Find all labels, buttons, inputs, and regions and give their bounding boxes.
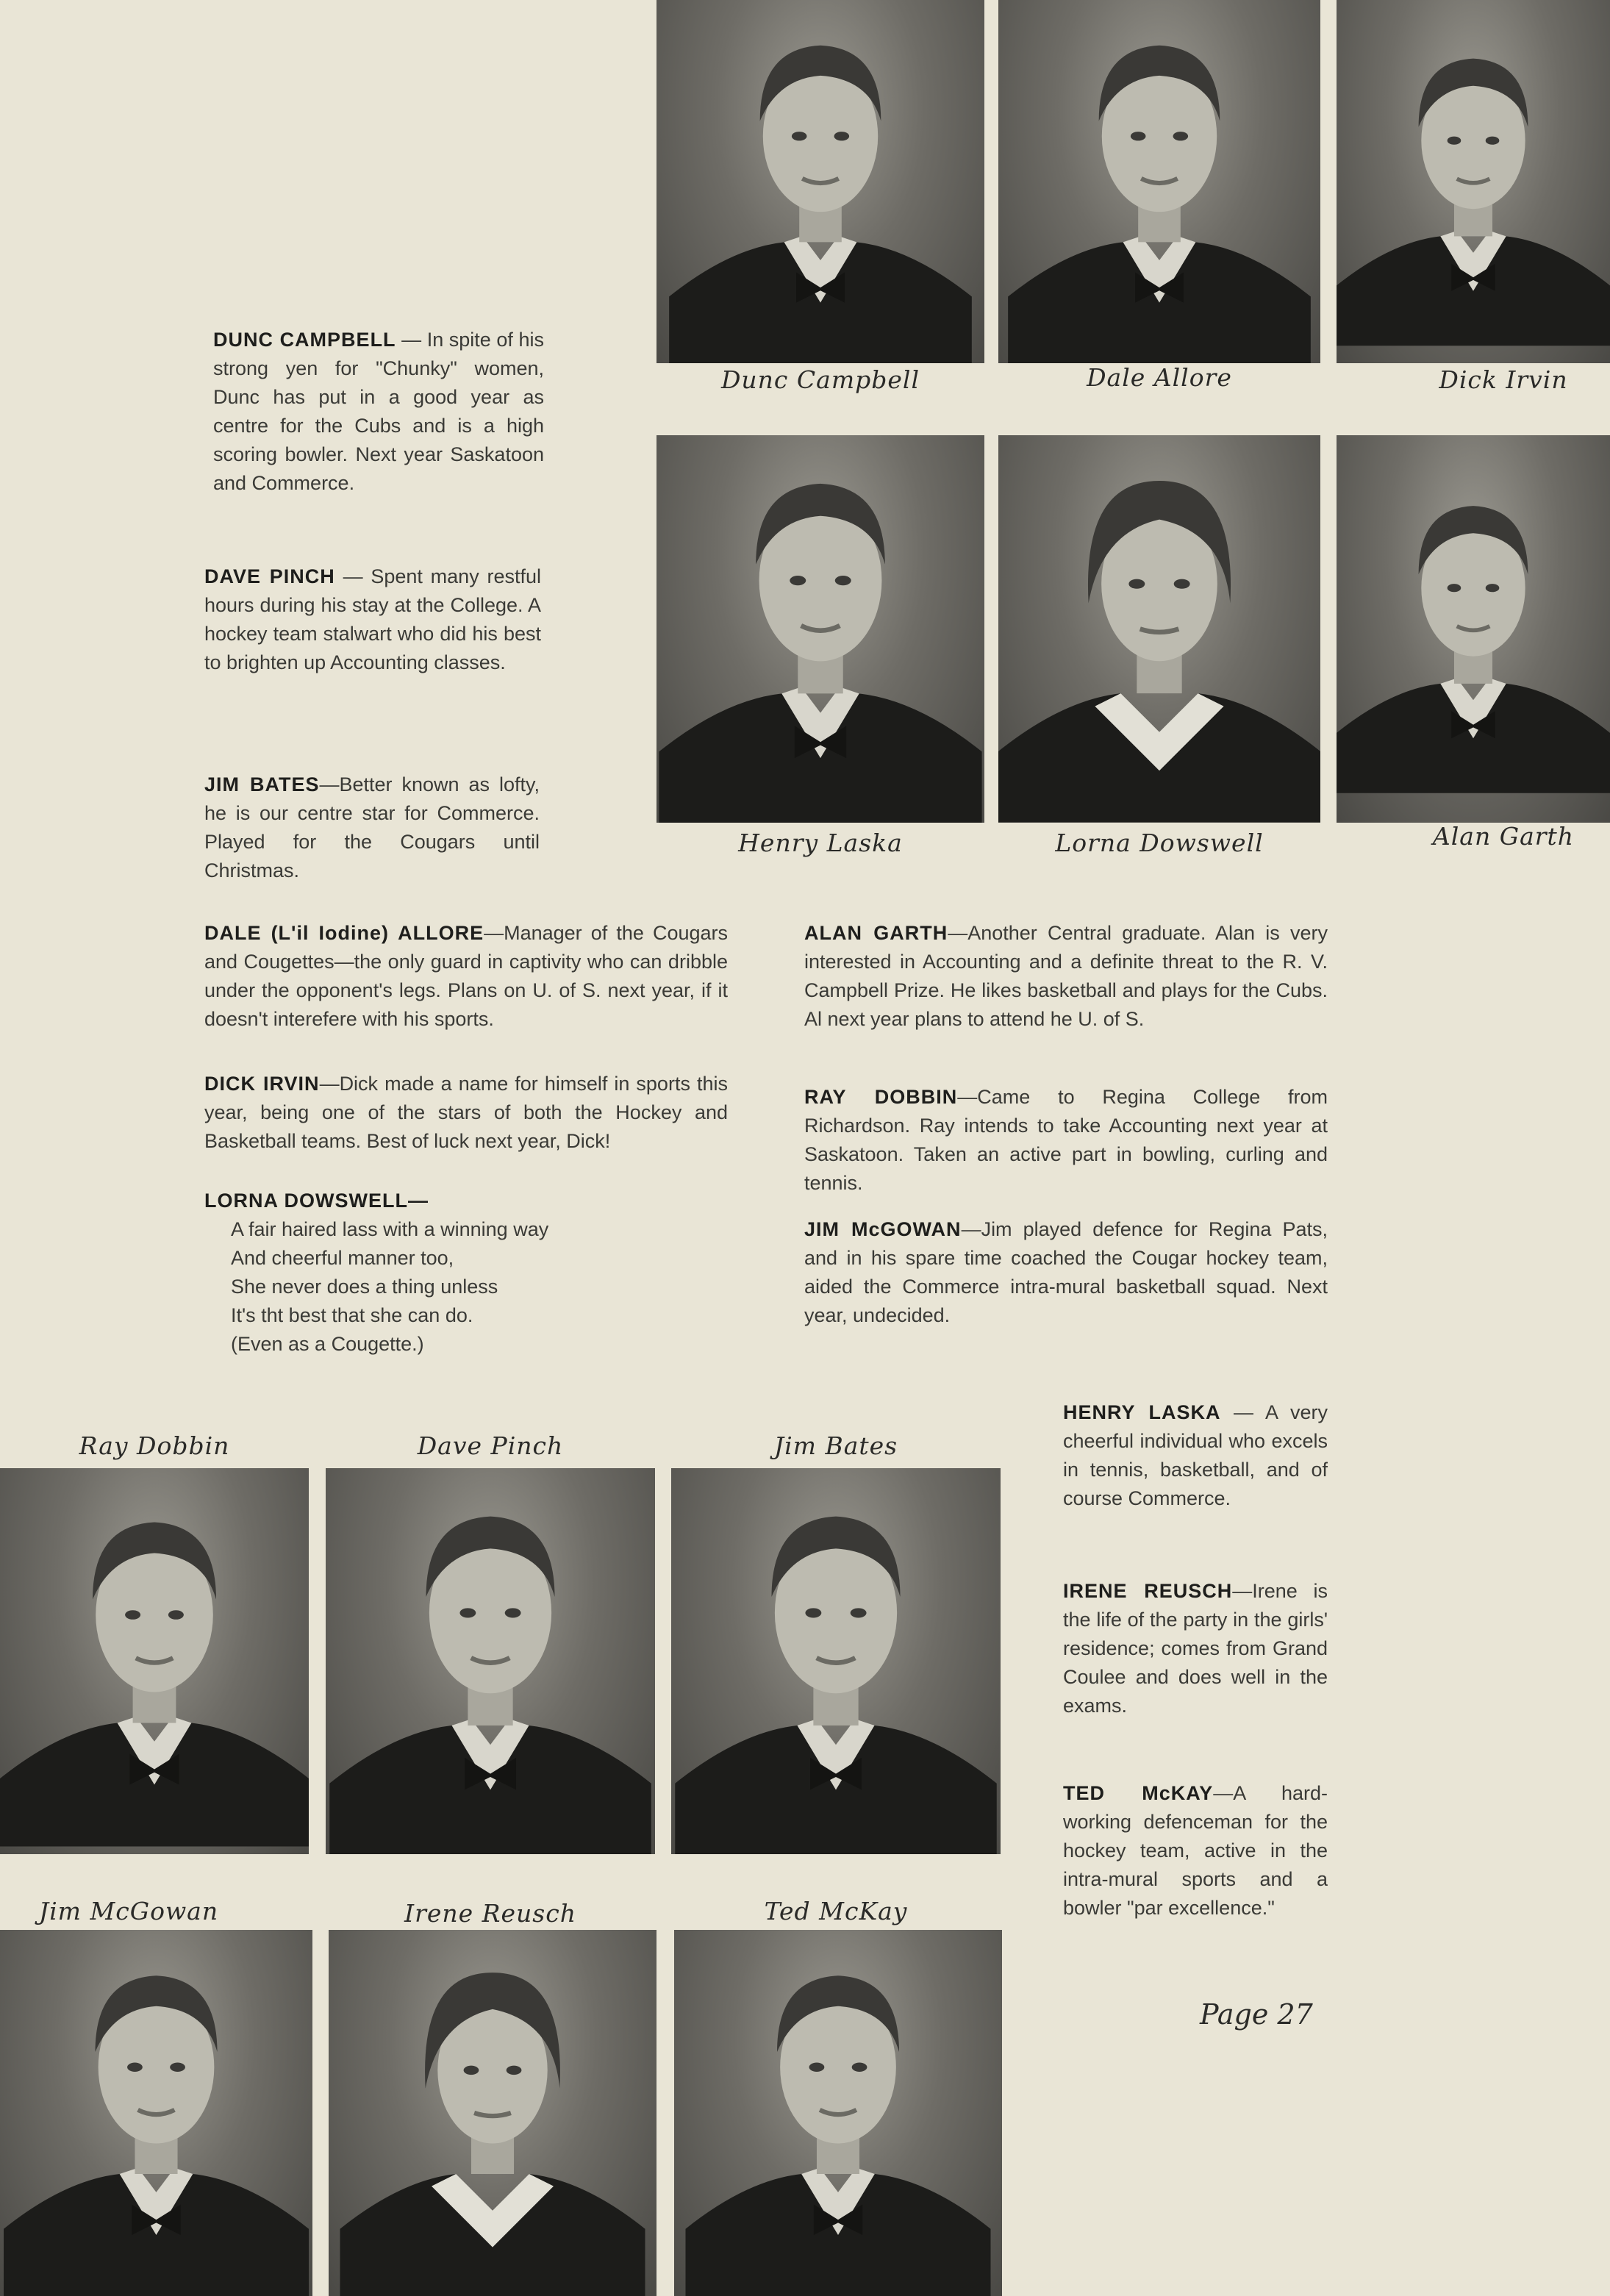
bio-alan-garth (804, 919, 1328, 1034)
photo-jim-bates (671, 1468, 1001, 1854)
bio-name: ALAN GARTH (804, 922, 948, 944)
poem-line: It's tht best that she can do. (231, 1304, 473, 1326)
bio-dale-allore (204, 919, 728, 1034)
bio-dave-pinch (204, 562, 541, 677)
bio-text: —Another Central graduate. Alan is very interested in Accounting and a definite threat to the R. V. Campbell Prize. He likes basketball and plays for the Cubs. Al next year plans to attend he U. of S. (804, 922, 1328, 1030)
photo-henry-laska (656, 435, 984, 823)
poem-line: A fair haired lass with a winning way (231, 1218, 549, 1240)
bio-name: TED McKAY (1063, 1782, 1214, 1804)
photo-ray-dobbin (0, 1468, 309, 1854)
photo-lorna-dowswell (998, 435, 1320, 823)
bio-dunc-campbell (213, 326, 544, 498)
bio-name: JIM McGOWAN (804, 1218, 962, 1240)
photo-alan-garth (1337, 435, 1610, 823)
bio-text: —Dick made a name for himself in sports this year, being one of the stars of both the Hockey and Basketball teams. Best of luck next year, Dick! (204, 1073, 728, 1152)
poem-line: And cheerful manner too, (231, 1247, 454, 1269)
bio-name: JIM BATES (204, 773, 320, 795)
poem-line: She never does a thing unless (231, 1276, 498, 1298)
caption-henry-laska: Henry Laska (738, 829, 903, 857)
bio-name: LORNA DOWSWELL— (204, 1190, 429, 1212)
photo-jim-mcgowan (0, 1930, 312, 2296)
caption-dunc-campbell: Dunc Campbell (720, 365, 920, 394)
bio-lorna-dowswell (204, 1187, 728, 1359)
bio-text: —Manager of the Cougars and Cougettes—the only guard in captivity who can dribble under the opponent's legs. Plans on U. of S. next year, if it doesn't interefere with his sports. (204, 922, 728, 1030)
caption-lorna-dowswell: Lorna Dowswell (1055, 829, 1264, 857)
bio-dick-irvin (204, 1070, 728, 1156)
caption-dale-allore: Dale Allore (1087, 363, 1232, 392)
caption-jim-bates: Jim Bates (773, 1431, 898, 1460)
bio-name: DUNC CAMPBELL (213, 329, 396, 351)
caption-alan-garth: Alan Garth (1432, 822, 1575, 851)
caption-ted-mckay: Ted McKay (764, 1897, 908, 1925)
bio-name: IRENE REUSCH (1063, 1580, 1233, 1602)
caption-jim-mcgowan: Jim McGowan (38, 1897, 219, 1925)
bio-text: — A very cheerful individual who excels in tennis, basketball, and of course Commerce. (1063, 1401, 1328, 1509)
bio-irene-reusch (1063, 1577, 1328, 1720)
bio-text: — Spent many restful hours during his stay at the College. A hockey team stalwart who did his best to brighten up Accounting classes. (204, 565, 541, 673)
bio-text: —Better known as lofty, he is our centre star for Commerce. Played for the Cougars until Christmas. (204, 773, 540, 881)
bio-name: DAVE PINCH (204, 565, 335, 587)
bio-name: HENRY LASKA (1063, 1401, 1221, 1423)
bio-text: —Jim played defence for Regina Pats, and in his spare time coached the Cougar hockey team, aided the Commerce intra-mural basketball squad. Next year, undecided. (804, 1218, 1328, 1326)
caption-dave-pinch: Dave Pinch (417, 1431, 564, 1460)
bio-name: DALE (L'il Iodine) ALLORE (204, 922, 484, 944)
bio-text: —Irene is the life of the party in the girls' residence; comes from Grand Coulee and does well in the exams. (1063, 1580, 1328, 1717)
photo-ted-mckay (674, 1930, 1002, 2296)
photo-dale-allore (998, 0, 1320, 363)
photo-dunc-campbell (656, 0, 984, 363)
caption-dick-irvin: Dick Irvin (1439, 365, 1568, 394)
bio-text: — In spite of his strong yen for "Chunky" women, Dunc has put in a good year as centre for the Cubs and is a high scoring bowler. Next year Saskatoon and Commerce. (213, 329, 544, 494)
bio-name: RAY DOBBIN (804, 1086, 958, 1108)
poem-line: (Even as a Cougette.) (231, 1333, 424, 1355)
bio-henry-laska (1063, 1398, 1328, 1513)
photo-dick-irvin (1337, 0, 1610, 363)
bio-jim-bates (204, 770, 540, 885)
page-number: Page 27 (1200, 1998, 1313, 2031)
bio-jim-mcgowan (804, 1215, 1328, 1330)
bio-ted-mckay (1063, 1779, 1328, 1923)
caption-irene-reusch: Irene Reusch (404, 1899, 576, 1928)
bio-name: DICK IRVIN (204, 1073, 320, 1095)
bio-ray-dobbin (804, 1083, 1328, 1198)
photo-dave-pinch (326, 1468, 655, 1854)
bio-text: —Came to Regina College from Richardson. Ray intends to take Accounting next year at Saskatoon. Taken an active part in bowling, curling and tennis. (804, 1086, 1328, 1194)
bio-text: —A hard-working defenceman for the hockey team, active in the intra-mural sports and a bowler "par excellence." (1063, 1782, 1328, 1919)
photo-irene-reusch (329, 1930, 656, 2296)
caption-ray-dobbin: Ray Dobbin (79, 1431, 230, 1460)
